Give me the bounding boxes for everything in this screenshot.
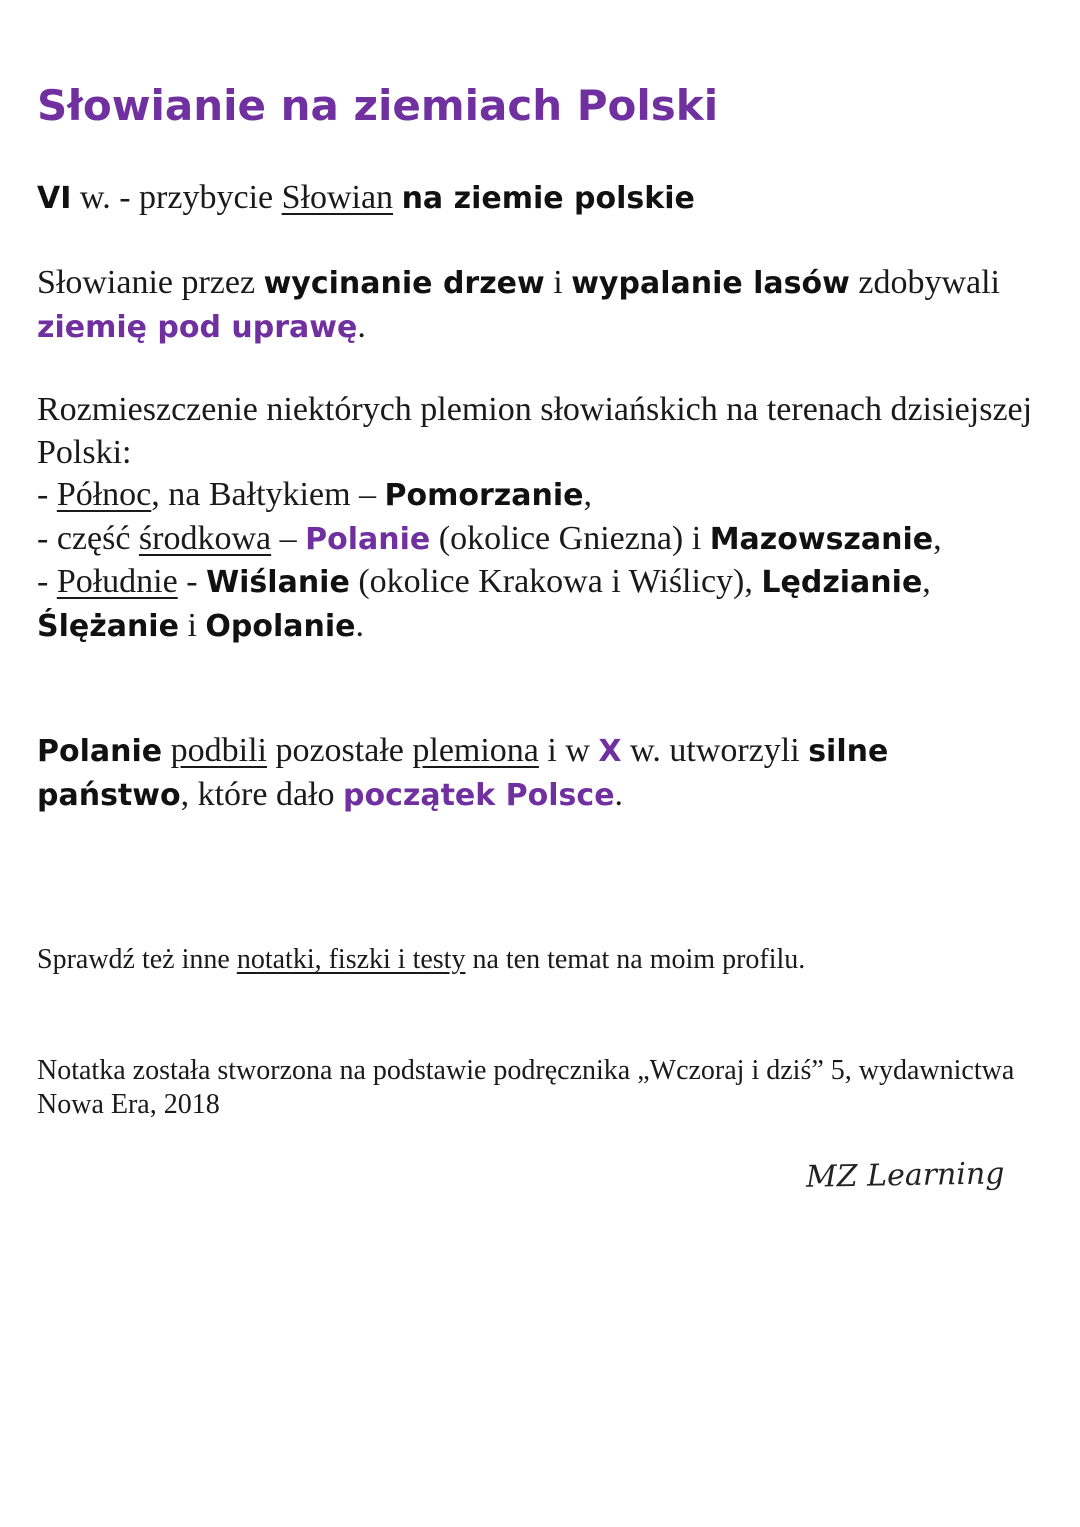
text: na ten temat na moim profilu. bbox=[465, 944, 806, 975]
text: (okolice Gniezna) i bbox=[430, 519, 710, 557]
author-signature: MZ Learning bbox=[805, 1156, 1005, 1195]
text: i bbox=[544, 264, 572, 301]
text: w. utworzyli bbox=[621, 732, 809, 769]
paragraph-farming bbox=[37, 262, 1047, 349]
text-bold: wycinanie drzew bbox=[263, 266, 545, 301]
text-underlined: podbili bbox=[170, 732, 267, 769]
text: - część bbox=[37, 519, 139, 557]
text bbox=[393, 179, 402, 216]
text-bold: silne państwo bbox=[37, 734, 889, 813]
text-bold: Lędzianie bbox=[761, 565, 923, 600]
text-bold: VI bbox=[37, 181, 72, 216]
text: - bbox=[37, 563, 57, 600]
text: , na Bałtykiem – bbox=[151, 476, 385, 513]
tribes-intro: Rozmieszczenie niektórych plemion słowiańskich na terenach dzisiejszej Polski: bbox=[37, 391, 1033, 471]
tribes-line-south bbox=[37, 561, 1047, 648]
text bbox=[162, 732, 171, 769]
text-underlined: Północ bbox=[56, 476, 152, 513]
text-highlight: ziemię pod uprawę bbox=[37, 309, 358, 345]
text-underlined: środkowa bbox=[138, 519, 272, 557]
text: . bbox=[355, 606, 364, 644]
text-highlight: początek Polsce bbox=[343, 777, 615, 813]
text: , bbox=[583, 476, 592, 513]
text: , bbox=[933, 519, 942, 557]
text: Sprawdź też inne bbox=[37, 944, 237, 975]
text: - bbox=[37, 476, 57, 513]
text: . bbox=[614, 775, 624, 813]
text-bold: Polanie bbox=[37, 734, 163, 769]
text-bold: na ziemie polskie bbox=[401, 181, 695, 216]
text: pozostałe bbox=[266, 732, 413, 769]
text-bold: Wiślanie bbox=[206, 565, 350, 600]
text-bold: Ślężanie bbox=[37, 608, 179, 644]
paragraph-tribes bbox=[37, 389, 1047, 648]
text: . bbox=[357, 307, 366, 345]
profile-note bbox=[37, 943, 1037, 977]
paragraph-state bbox=[37, 730, 1047, 817]
text: - bbox=[177, 563, 207, 600]
page-title: Słowianie na ziemiach Polski bbox=[37, 81, 719, 130]
text-underlined: Południe bbox=[56, 563, 178, 600]
tribes-line-center bbox=[37, 518, 1047, 562]
text-bold: Pomorzanie bbox=[384, 478, 584, 513]
text: – bbox=[271, 519, 306, 557]
text-bold: Mazowszanie bbox=[709, 521, 934, 557]
text: , które dało bbox=[180, 775, 344, 813]
text: zdobywali bbox=[849, 264, 1001, 301]
text-highlight: Polanie bbox=[305, 521, 431, 557]
text: , bbox=[922, 563, 931, 600]
paragraph-arrival bbox=[37, 177, 1047, 221]
text-highlight: X bbox=[598, 734, 622, 769]
text: w. - przybycie bbox=[71, 179, 282, 216]
text: (okolice Krakowa i Wiślicy), bbox=[349, 563, 762, 600]
text: i w bbox=[538, 732, 599, 769]
profile-link[interactable]: notatki, fiszki i testy bbox=[236, 944, 466, 975]
text: i bbox=[178, 606, 206, 644]
tribes-line-north bbox=[37, 474, 1047, 518]
text-bold: Opolanie bbox=[205, 608, 356, 644]
text: Słowianie przez bbox=[37, 264, 264, 301]
text-underlined: Słowian bbox=[281, 179, 394, 216]
source-note: Notatka została stworzona na podstawie podręcznika „Wczoraj i dziś” 5, wydawnictwa Nowa Era, 2018 bbox=[37, 1055, 1015, 1120]
text-underlined: plemiona bbox=[412, 732, 539, 769]
text-bold: wypalanie lasów bbox=[571, 266, 850, 301]
